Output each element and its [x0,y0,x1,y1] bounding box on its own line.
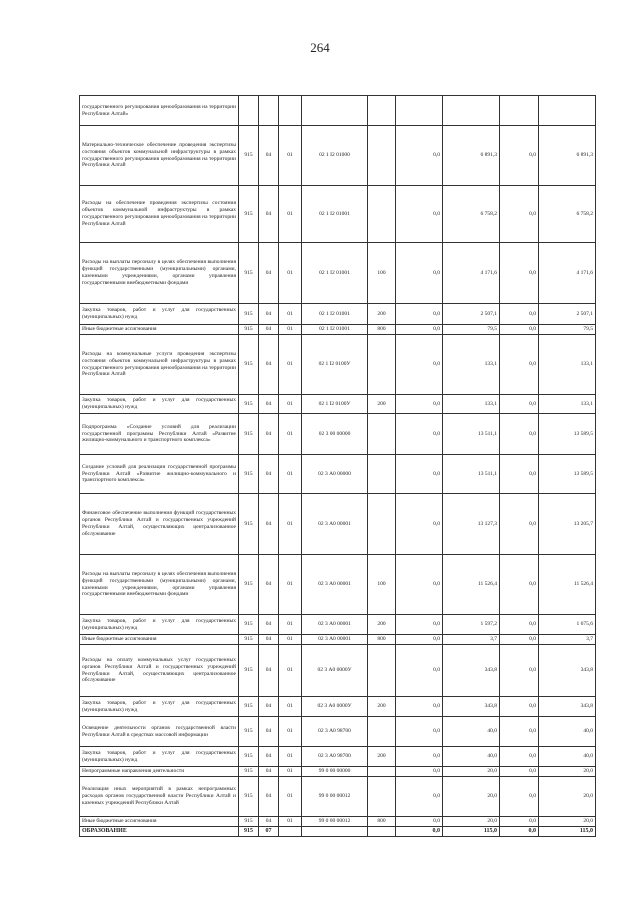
expense-type-cell [368,186,396,243]
amount-2-cell: 4 171,6 [443,243,500,304]
amount-1-cell: 0,0 [396,767,443,777]
item-name-cell: ОБРАЗОВАНИЕ [80,827,239,837]
item-name-cell: Закупка товаров, работ и услуг для государственных (муниципальных) нужд [80,395,239,414]
grbs-code-cell: 915 [239,325,259,335]
expense-type-cell: 800 [368,325,396,335]
amount-3-cell: 0,0 [500,414,539,455]
section-code-cell: 04 [259,767,279,777]
amount-3-cell: 0,0 [500,555,539,615]
item-name-cell: Расходы на обеспечение проведения экспертизы состояния объектов коммунальной инфраструктуры в рамках государственного регулирования ценообразования на территории Республики Алтай [80,186,239,243]
amount-1-cell: 0,0 [396,777,443,817]
item-name-cell: Закупка товаров, работ и услуг для государственных (муниципальных) нужд [80,615,239,635]
amount-3-cell: 0,0 [500,186,539,243]
amount-2-cell: 20,0 [443,767,500,777]
grbs-code-cell: 915 [239,455,259,494]
amount-4-cell: 343,8 [539,697,596,717]
amount-3-cell: 0,0 [500,645,539,697]
grbs-code-cell: 915 [239,817,259,827]
table-row [80,817,596,827]
target-article-cell: 02 3 А0 0000У [302,697,368,717]
section-code-cell: 04 [259,645,279,697]
section-code-cell: 04 [259,243,279,304]
amount-1-cell: 0,0 [396,186,443,243]
amount-3-cell: 0,0 [500,335,539,395]
amount-1-cell: 0,0 [396,645,443,697]
grbs-code-cell: 915 [239,717,259,747]
amount-4-cell: 13 205,7 [539,494,596,555]
amount-2-cell: 40,0 [443,747,500,767]
section-code-cell: 07 [259,827,279,837]
amount-2-cell: 3,7 [443,635,500,645]
item-name-cell: Непрограммные направления деятельности [80,767,239,777]
grbs-code-cell: 915 [239,635,259,645]
target-article-cell: 02 1 I2 01001 [302,243,368,304]
table-row [80,243,596,304]
budget-table [79,95,596,837]
item-name-cell: Финансовое обеспечение выполнения функций государственных органов Республики Алтай и государственных учреждений Республики Алтай, осуществляющих централизованное обслуживание [80,494,239,555]
amount-2-cell: 13 511,1 [443,455,500,494]
expense-type-cell: 800 [368,817,396,827]
target-article-cell: 02 1 I2 0100У [302,335,368,395]
amount-3-cell: 0,0 [500,777,539,817]
table-row [80,304,596,325]
table-row [80,645,596,697]
expense-type-cell [368,126,396,186]
amount-1-cell: 0,0 [396,455,443,494]
table-row [80,325,596,335]
target-article-cell: 02 3 А0 00001 [302,635,368,645]
target-article-cell: 02 1 I2 01001 [302,186,368,243]
amount-3-cell: 0,0 [500,304,539,325]
amount-4-cell: 6 758,2 [539,186,596,243]
subsection-code-cell [279,96,302,126]
target-article-cell [302,827,368,837]
amount-3-cell [500,96,539,126]
grbs-code-cell: 915 [239,335,259,395]
amount-1-cell: 0,0 [396,827,443,837]
subsection-code-cell: 01 [279,747,302,767]
table-row [80,414,596,455]
amount-2-cell: 13 127,3 [443,494,500,555]
expense-type-cell: 200 [368,697,396,717]
amount-1-cell: 0,0 [396,635,443,645]
amount-4-cell: 2 507,1 [539,304,596,325]
table-row [80,767,596,777]
target-article-cell: 02 3 А0 00001 [302,555,368,615]
amount-4-cell: 13 589,5 [539,414,596,455]
amount-3-cell: 0,0 [500,325,539,335]
grbs-code-cell: 915 [239,615,259,635]
target-article-cell: 99 0 00 00012 [302,817,368,827]
item-name-cell: Иные бюджетные ассигнования [80,817,239,827]
amount-3-cell: 0,0 [500,615,539,635]
item-name-cell: государственного регулирования ценообразования на территории Республики Алтай» [80,96,239,126]
amount-4-cell: 20,0 [539,777,596,817]
amount-4-cell: 20,0 [539,767,596,777]
amount-4-cell: 1 675,6 [539,615,596,635]
expense-type-cell [368,335,396,395]
section-code-cell: 04 [259,717,279,747]
target-article-cell: 02 3 А0 00000 [302,455,368,494]
table-row [80,335,596,395]
grbs-code-cell: 915 [239,126,259,186]
amount-2-cell: 13 511,1 [443,414,500,455]
amount-3-cell: 0,0 [500,243,539,304]
amount-1-cell: 0,0 [396,304,443,325]
item-name-cell: Создание условий для реализации государственной программы Республики Алтай «Развитие жилищно-коммунального и транспортного комплекса» [80,455,239,494]
subsection-code-cell [279,827,302,837]
expense-type-cell: 100 [368,555,396,615]
amount-4-cell: 11 526,4 [539,555,596,615]
subsection-code-cell: 01 [279,126,302,186]
section-code-cell: 04 [259,697,279,717]
target-article-cell: 02 1 I2 01001 [302,304,368,325]
subsection-code-cell: 01 [279,304,302,325]
expense-type-cell [368,777,396,817]
amount-3-cell: 0,0 [500,395,539,414]
section-code-cell: 04 [259,777,279,817]
amount-4-cell: 40,0 [539,717,596,747]
subsection-code-cell: 01 [279,335,302,395]
target-article-cell: 02 3 А0 98700 [302,747,368,767]
table-row [80,96,596,126]
amount-2-cell: 40,0 [443,717,500,747]
grbs-code-cell: 915 [239,767,259,777]
table-row [80,827,596,837]
amount-4-cell: 6 891,3 [539,126,596,186]
item-name-cell: Расходы на оплату коммунальных услуг государственных органов Республики Алтай и государственных учреждений Республики Алтай, осуществляющих централизованное обслуживание [80,645,239,697]
subsection-code-cell: 01 [279,635,302,645]
amount-4-cell: 3,7 [539,635,596,645]
item-name-cell: Материально-техническое обеспечение проведения экспертизы состояния объектов коммунальной инфраструктуры в рамках государственного регулирования ценообразования на территории Республики Алтай [80,126,239,186]
table-row [80,717,596,747]
amount-3-cell: 0,0 [500,455,539,494]
table-row [80,615,596,635]
grbs-code-cell: 915 [239,186,259,243]
expense-type-cell [368,717,396,747]
item-name-cell: Закупка товаров, работ и услуг для государственных (муниципальных) нужд [80,697,239,717]
subsection-code-cell: 01 [279,645,302,697]
grbs-code-cell: 915 [239,304,259,325]
subsection-code-cell: 01 [279,717,302,747]
amount-2-cell: 11 526,4 [443,555,500,615]
table-row [80,494,596,555]
subsection-code-cell: 01 [279,243,302,304]
grbs-code-cell: 915 [239,395,259,414]
target-article-cell: 02 1 I2 01001 [302,325,368,335]
grbs-code-cell: 915 [239,827,259,837]
subsection-code-cell: 01 [279,455,302,494]
amount-2-cell: 6 891,3 [443,126,500,186]
grbs-code-cell: 915 [239,697,259,717]
section-code-cell: 04 [259,414,279,455]
table-row [80,697,596,717]
item-name-cell: Иные бюджетные ассигнования [80,325,239,335]
section-code-cell: 04 [259,126,279,186]
section-code-cell: 04 [259,747,279,767]
expense-type-cell: 200 [368,615,396,635]
item-name-cell: Закупка товаров, работ и услуг для государственных (муниципальных) нужд [80,747,239,767]
amount-2-cell: 133,1 [443,335,500,395]
amount-2-cell: 79,5 [443,325,500,335]
grbs-code-cell: 915 [239,414,259,455]
amount-3-cell: 0,0 [500,827,539,837]
target-article-cell: 02 3 А0 00001 [302,494,368,555]
amount-4-cell: 115,0 [539,827,596,837]
grbs-code-cell: 915 [239,645,259,697]
target-article-cell: 02 1 I2 01000 [302,126,368,186]
amount-1-cell: 0,0 [396,717,443,747]
expense-type-cell: 100 [368,243,396,304]
expense-type-cell [368,827,396,837]
section-code-cell: 04 [259,335,279,395]
target-article-cell [302,96,368,126]
section-code-cell: 04 [259,555,279,615]
amount-1-cell: 0,0 [396,243,443,304]
item-name-cell: Освещение деятельности органов государственной власти Республики Алтай в средствах массовой информации [80,717,239,747]
section-code-cell: 04 [259,186,279,243]
table-row [80,455,596,494]
amount-3-cell: 0,0 [500,635,539,645]
amount-4-cell: 343,8 [539,645,596,697]
table-row [80,395,596,414]
subsection-code-cell: 01 [279,697,302,717]
target-article-cell: 02 3 А0 98700 [302,717,368,747]
amount-3-cell: 0,0 [500,817,539,827]
table-row [80,186,596,243]
item-name-cell: Подпрограмма «Создание условий для реализации государственной программы Республики Алтай «Развитие жилищно-коммунального и транспортного комплекса» [80,414,239,455]
amount-4-cell: 20,0 [539,817,596,827]
amount-1-cell: 0,0 [396,615,443,635]
grbs-code-cell: 915 [239,494,259,555]
expense-type-cell [368,494,396,555]
page-number: 264 [310,40,330,55]
section-code-cell: 04 [259,304,279,325]
section-code-cell: 04 [259,817,279,827]
amount-2-cell: 343,8 [443,697,500,717]
amount-3-cell: 0,0 [500,697,539,717]
target-article-cell: 99 0 00 00012 [302,777,368,817]
table-row [80,126,596,186]
amount-2-cell: 20,0 [443,817,500,827]
amount-2-cell: 1 597,2 [443,615,500,635]
section-code-cell: 04 [259,494,279,555]
target-article-cell: 02 3 А0 00001 [302,615,368,635]
amount-3-cell: 0,0 [500,126,539,186]
subsection-code-cell: 01 [279,615,302,635]
item-name-cell: Расходы на выплаты персоналу в целях обеспечения выполнения функций государственными (муниципальными) органами, казенными учреждениями, органами управления государственными внебюджетными фондами [80,555,239,615]
section-code-cell: 04 [259,325,279,335]
table-row [80,777,596,817]
expense-type-cell: 800 [368,635,396,645]
section-code-cell: 04 [259,395,279,414]
grbs-code-cell: 915 [239,555,259,615]
amount-1-cell [396,96,443,126]
amount-2-cell: 6 758,2 [443,186,500,243]
expense-type-cell: 200 [368,747,396,767]
amount-2-cell [443,96,500,126]
subsection-code-cell: 01 [279,555,302,615]
grbs-code-cell [239,96,259,126]
amount-1-cell: 0,0 [396,817,443,827]
section-code-cell [259,96,279,126]
amount-3-cell: 0,0 [500,747,539,767]
budget-table-body [80,96,596,837]
subsection-code-cell: 01 [279,817,302,827]
amount-1-cell: 0,0 [396,325,443,335]
amount-1-cell: 0,0 [396,335,443,395]
subsection-code-cell: 01 [279,395,302,414]
expense-type-cell [368,414,396,455]
item-name-cell: Иные бюджетные ассигнования [80,635,239,645]
item-name-cell: Расходы на коммунальные услуги проведения экспертизы состояния объектов коммунальной инфраструктуры в рамках государственного регулирования ценообразования на территории Республики Алтай [80,335,239,395]
table-row [80,555,596,615]
amount-2-cell: 2 507,1 [443,304,500,325]
table-row [80,747,596,767]
amount-4-cell: 133,1 [539,395,596,414]
expense-type-cell: 200 [368,395,396,414]
grbs-code-cell: 915 [239,243,259,304]
expense-type-cell [368,455,396,494]
item-name-cell: Закупка товаров, работ и услуг для государственных (муниципальных) нужд [80,304,239,325]
subsection-code-cell: 01 [279,186,302,243]
amount-1-cell: 0,0 [396,697,443,717]
amount-1-cell: 0,0 [396,555,443,615]
expense-type-cell: 200 [368,304,396,325]
section-code-cell: 04 [259,635,279,645]
subsection-code-cell: 01 [279,767,302,777]
expense-type-cell [368,645,396,697]
section-code-cell: 04 [259,455,279,494]
amount-3-cell: 0,0 [500,767,539,777]
amount-2-cell: 133,1 [443,395,500,414]
subsection-code-cell: 01 [279,777,302,817]
amount-1-cell: 0,0 [396,747,443,767]
amount-1-cell: 0,0 [396,414,443,455]
amount-4-cell [539,96,596,126]
amount-2-cell: 115,0 [443,827,500,837]
subsection-code-cell: 01 [279,494,302,555]
target-article-cell: 02 3 00 00000 [302,414,368,455]
subsection-code-cell: 01 [279,414,302,455]
amount-1-cell: 0,0 [396,395,443,414]
amount-1-cell: 0,0 [396,494,443,555]
amount-1-cell: 0,0 [396,126,443,186]
target-article-cell: 02 3 А0 0000У [302,645,368,697]
expense-type-cell [368,96,396,126]
grbs-code-cell: 915 [239,747,259,767]
amount-3-cell: 0,0 [500,717,539,747]
expense-type-cell [368,767,396,777]
amount-4-cell: 4 171,6 [539,243,596,304]
subsection-code-cell: 01 [279,325,302,335]
amount-4-cell: 13 589,5 [539,455,596,494]
target-article-cell: 02 1 I2 0100У [302,395,368,414]
item-name-cell: Реализация иных мероприятий в рамках непрограммных расходов органов государственной власти Республики Алтай и казенных учреждений Республики Алтай [80,777,239,817]
table-row [80,635,596,645]
section-code-cell: 04 [259,615,279,635]
amount-4-cell: 133,1 [539,335,596,395]
item-name-cell: Расходы на выплаты персоналу в целях обеспечения выполнения функций государственными (муниципальными) органами, казенными учреждениями, органами управления государственными внебюджетными фондами [80,243,239,304]
amount-2-cell: 343,8 [443,645,500,697]
amount-2-cell: 20,0 [443,777,500,817]
amount-4-cell: 40,0 [539,747,596,767]
amount-3-cell: 0,0 [500,494,539,555]
target-article-cell: 99 0 00 00000 [302,767,368,777]
amount-4-cell: 79,5 [539,325,596,335]
grbs-code-cell: 915 [239,777,259,817]
